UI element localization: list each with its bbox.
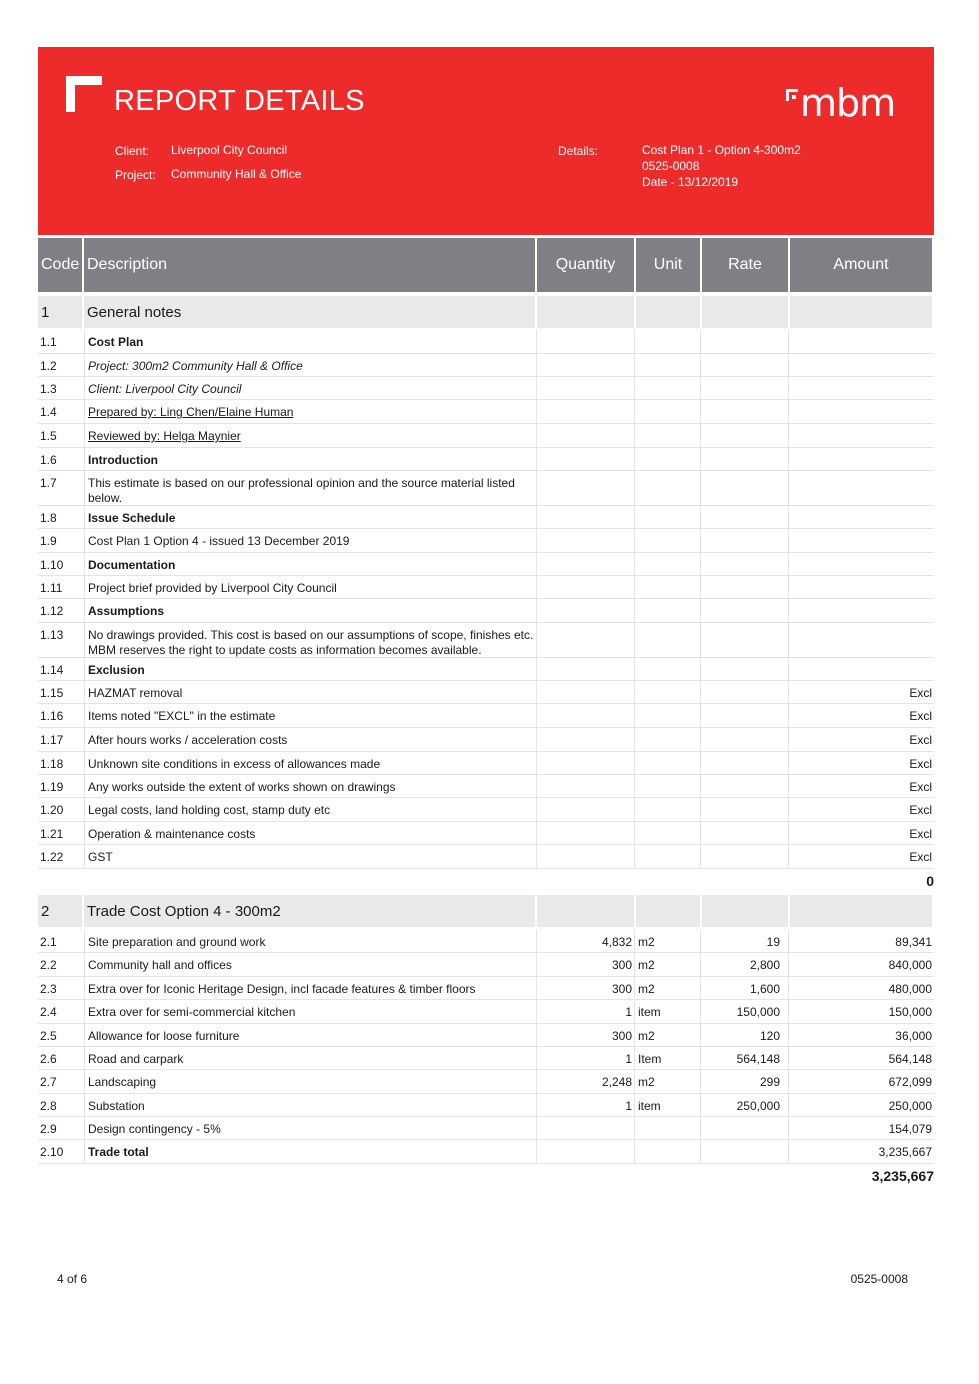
row-code: 1.12 [40,604,64,618]
row-amount [788,400,934,423]
table-row [38,728,934,752]
row-unit [634,1117,700,1139]
row-rate: 250,000 [700,1094,788,1116]
table-header [38,238,934,292]
row-quantity [536,658,634,680]
row-quantity [536,798,634,821]
row-description: Reviewed by: Helga Maynier [84,424,536,447]
row-code: 1.7 [40,476,57,490]
row-description: Project: 300m2 Community Hall & Office [84,354,536,376]
row-description: Trade total [84,1140,536,1163]
row-rate [700,775,788,797]
row-description: Exclusion [84,658,536,680]
table-row [38,977,934,1000]
corner-bracket-icon [66,76,102,112]
row-code: 2.2 [40,958,57,972]
row-description: Landscaping [84,1070,536,1093]
row-unit [634,448,700,470]
row-description: Assumptions [84,599,536,622]
section-qty-cell [537,895,634,927]
row-quantity [536,599,634,622]
col-amount: Amount [790,238,932,292]
row-description: Site preparation and ground work [84,930,536,952]
row-rate: 150,000 [700,1000,788,1023]
row-rate: 564,148 [700,1047,788,1069]
row-unit [634,400,700,423]
project-value: Community Hall & Office [171,167,302,181]
row-rate [700,599,788,622]
logo-text: mbm [800,81,896,125]
project-label: Project: [115,168,156,182]
section-title: General notes [84,296,535,328]
row-code: 1.1 [40,335,57,349]
row-rate [700,400,788,423]
table-row [38,576,934,599]
row-code: 1.14 [40,663,64,677]
details-label: Details: [558,144,599,158]
table-row [38,471,934,506]
section-header-trade-cost [38,895,934,927]
row-quantity [536,400,634,423]
section-amount-cell [790,296,932,328]
row-rate [700,798,788,821]
row-description: Documentation [84,553,536,575]
row-description: Cost Plan [84,330,536,353]
row-code: 1.19 [40,780,64,794]
details-line-2: 0525-0008 [642,159,700,173]
section-qty-cell [537,296,634,328]
row-description: HAZMAT removal [84,681,536,703]
row-rate [700,728,788,751]
row-code: 1.5 [40,429,57,443]
row-quantity [536,424,634,447]
section-rate-cell [702,296,788,328]
row-quantity [536,752,634,774]
row-code: 1.3 [40,382,57,396]
row-description: Project brief provided by Liverpool City Council [84,576,536,598]
row-amount: Excl [788,681,934,703]
row-amount: 36,000 [788,1024,934,1046]
row-unit [634,377,700,399]
row-amount: 840,000 [788,953,934,976]
row-rate [700,330,788,353]
row-unit [634,599,700,622]
row-quantity [536,1117,634,1139]
page-number: 4 of 6 [57,1272,88,1286]
row-code: 1.13 [40,628,64,642]
row-code: 1.4 [40,405,57,419]
row-description: Legal costs, land holding cost, stamp duty etc [84,798,536,821]
table-row [38,1094,934,1117]
row-amount: 564,148 [788,1047,934,1069]
row-description: Client: Liverpool City Council [84,377,536,399]
table-row [38,1140,934,1164]
row-amount: Excl [788,775,934,797]
row-description: Unknown site conditions in excess of allowances made [84,752,536,774]
row-code: 1.15 [40,686,64,700]
row-amount: Excl [788,798,934,821]
row-rate [700,377,788,399]
logo-mark-icon [786,89,798,101]
row-quantity: 1 [536,1094,634,1116]
row-quantity [536,681,634,703]
row-unit [634,798,700,821]
section-code: 2 [38,895,82,927]
table-row [38,424,934,448]
row-rate [700,1117,788,1139]
row-amount [788,576,934,598]
col-quantity: Quantity [537,238,634,292]
row-unit [634,623,700,657]
col-description: Description [84,238,535,292]
row-amount: Excl [788,728,934,751]
row-amount [788,553,934,575]
report-title: REPORT DETAILS [114,85,365,117]
row-quantity: 4,832 [536,930,634,952]
col-code: Code [38,238,82,292]
row-code: 2.4 [40,1005,57,1019]
row-unit [634,822,700,844]
row-rate: 19 [700,930,788,952]
client-value: Liverpool City Council [171,143,288,157]
row-rate: 1,600 [700,977,788,999]
row-unit: Item [634,1047,700,1069]
row-rate [700,529,788,552]
row-rate [700,845,788,868]
row-description: Extra over for Iconic Heritage Design, incl facade features & timber floors [84,977,536,999]
row-code: 1.9 [40,534,57,548]
row-rate [700,553,788,575]
row-quantity: 300 [536,953,634,976]
row-quantity [536,775,634,797]
row-amount [788,377,934,399]
section-amount-cell [790,895,932,927]
row-amount: 3,235,667 [788,1140,934,1163]
row-quantity [536,704,634,727]
row-quantity [536,822,634,844]
row-code: 1.2 [40,359,57,373]
row-description: GST [84,845,536,868]
row-amount: Excl [788,752,934,774]
row-unit [634,681,700,703]
row-rate [700,1140,788,1163]
row-amount [788,623,934,657]
row-amount [788,424,934,447]
row-unit [634,728,700,751]
row-quantity [536,623,634,657]
row-quantity [536,354,634,376]
row-code: 1.11 [40,581,63,595]
table-row [38,400,934,424]
row-amount: 89,341 [788,930,934,952]
row-amount [788,330,934,353]
row-description: Substation [84,1094,536,1116]
table-row [38,599,934,623]
row-rate [700,681,788,703]
row-rate [700,354,788,376]
section-rate-cell [702,895,788,927]
row-unit [634,752,700,774]
table-row [38,529,934,553]
row-description: Issue Schedule [84,506,536,528]
row-unit: item [634,1000,700,1023]
row-rate [700,576,788,598]
table-row [38,752,934,775]
row-unit: m2 [634,930,700,952]
table-row [38,623,934,658]
document-ref: 0525-0008 [850,1272,908,1286]
row-unit [634,658,700,680]
row-rate [700,822,788,844]
row-amount: 480,000 [788,977,934,999]
row-unit: m2 [634,953,700,976]
row-rate [700,471,788,505]
table-row [38,1047,934,1070]
mbm-logo [784,81,894,125]
row-amount [788,599,934,622]
section-unit-cell [636,296,700,328]
row-rate: 2,800 [700,953,788,976]
row-amount: Excl [788,822,934,844]
details-line-3: Date - 13/12/2019 [642,175,739,189]
row-quantity: 300 [536,977,634,999]
row-code: 2.3 [40,982,57,996]
row-rate [700,424,788,447]
row-description: Design contingency - 5% [84,1117,536,1139]
table-row [38,658,934,681]
row-rate [700,752,788,774]
row-description: Road and carpark [84,1047,536,1069]
row-amount: Excl [788,845,934,868]
row-code: 2.10 [40,1145,64,1159]
row-description: Allowance for loose furniture [84,1024,536,1046]
section-2-total: 3,235,667 [871,1168,934,1184]
row-description: Any works outside the extent of works shown on drawings [84,775,536,797]
row-unit: m2 [634,1070,700,1093]
row-quantity: 1 [536,1047,634,1069]
row-code: 1.6 [40,453,57,467]
section-title: Trade Cost Option 4 - 300m2 [84,895,535,927]
row-unit: m2 [634,1024,700,1046]
row-rate [700,704,788,727]
row-amount [788,448,934,470]
table-row [38,1117,934,1140]
row-code: 1.22 [40,850,64,864]
row-code: 1.17 [40,733,64,747]
row-rate [700,506,788,528]
row-unit [634,1140,700,1163]
row-code: 1.8 [40,511,57,525]
row-code: 1.20 [40,803,64,817]
row-code: 1.21 [40,827,64,841]
table-row [38,448,934,471]
row-code: 1.16 [40,709,64,723]
table-row [38,704,934,728]
row-unit [634,576,700,598]
row-amount [788,658,934,680]
table-row [38,553,934,576]
table-row [38,506,934,529]
row-description: Introduction [84,448,536,470]
table-row [38,798,934,822]
row-amount [788,471,934,505]
row-rate: 120 [700,1024,788,1046]
section-header-general-notes [38,296,934,328]
row-quantity [536,529,634,552]
table-row [38,822,934,845]
row-amount: 672,099 [788,1070,934,1093]
row-description: Community hall and offices [84,953,536,976]
row-quantity: 1 [536,1000,634,1023]
row-description: Cost Plan 1 Option 4 - issued 13 December 2019 [84,529,536,552]
row-code: 2.9 [40,1122,57,1136]
row-amount [788,354,934,376]
row-quantity [536,448,634,470]
row-amount [788,506,934,528]
row-unit [634,471,700,505]
row-unit: item [634,1094,700,1116]
row-amount: 250,000 [788,1094,934,1116]
details-line-1: Cost Plan 1 - Option 4-300m2 [642,143,801,157]
table-row [38,681,934,704]
client-label: Client: [115,144,150,158]
report-header [38,47,934,235]
row-rate [700,623,788,657]
row-description: No drawings provided. This cost is based on our assumptions of scope, finishes etc. MBM reserves the right to update costs as information becomes available. [84,623,536,657]
row-description: Extra over for semi-commercial kitchen [84,1000,536,1023]
row-description: After hours works / acceleration costs [84,728,536,751]
table-row [38,953,934,977]
row-rate [700,448,788,470]
row-unit [634,845,700,868]
row-unit [634,553,700,575]
table-row [38,1000,934,1024]
row-code: 1.18 [40,757,64,771]
row-quantity: 2,248 [536,1070,634,1093]
table-row [38,775,934,798]
row-unit [634,330,700,353]
row-quantity [536,506,634,528]
row-code: 2.7 [40,1075,57,1089]
row-amount: Excl [788,704,934,727]
table-row [38,377,934,400]
row-code: 1.10 [40,558,64,572]
table-row [38,845,934,869]
row-quantity [536,377,634,399]
row-quantity [536,845,634,868]
row-rate: 299 [700,1070,788,1093]
section-unit-cell [636,895,700,927]
row-quantity [536,576,634,598]
row-code: 2.6 [40,1052,57,1066]
row-quantity: 300 [536,1024,634,1046]
row-unit [634,775,700,797]
row-code: 2.5 [40,1029,57,1043]
row-unit [634,506,700,528]
row-code: 2.1 [40,935,57,949]
row-description: Operation & maintenance costs [84,822,536,844]
table-row [38,330,934,354]
row-quantity [536,553,634,575]
row-unit: m2 [634,977,700,999]
row-quantity [536,471,634,505]
row-description: This estimate is based on our professional opinion and the source material listed below. [84,471,536,505]
row-description: Items noted "EXCL" in the estimate [84,704,536,727]
table-row [38,354,934,377]
section-code: 1 [38,296,82,328]
table-row [38,930,934,953]
table-row [38,1024,934,1047]
row-rate [700,658,788,680]
row-quantity [536,1140,634,1163]
col-rate: Rate [702,238,788,292]
section-1-total: 0 [926,873,934,889]
row-unit [634,529,700,552]
row-unit [634,704,700,727]
row-amount: 154,079 [788,1117,934,1139]
row-code: 2.8 [40,1099,57,1113]
row-amount [788,529,934,552]
row-description: Prepared by: Ling Chen/Elaine Human [84,400,536,423]
row-unit [634,354,700,376]
row-amount: 150,000 [788,1000,934,1023]
row-unit [634,424,700,447]
row-quantity [536,330,634,353]
row-quantity [536,728,634,751]
table-row [38,1070,934,1094]
col-unit: Unit [636,238,700,292]
